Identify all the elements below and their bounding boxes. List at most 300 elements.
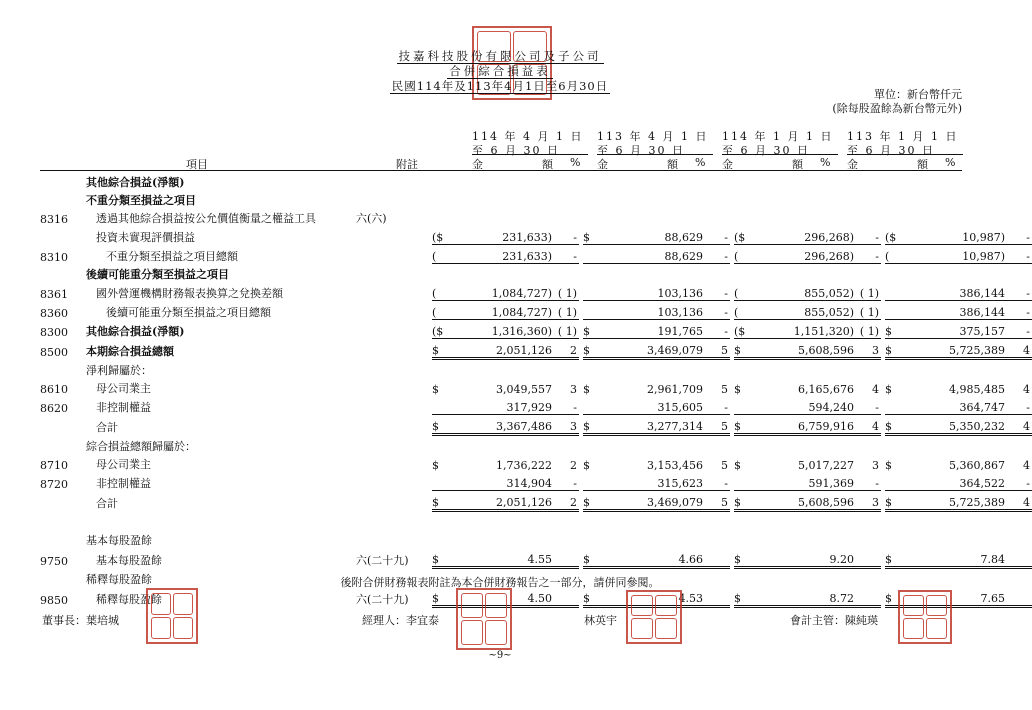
currency-mark: $ (583, 459, 590, 472)
currency-mark (583, 245, 603, 264)
account-code (40, 415, 76, 435)
currency-mark (432, 396, 452, 415)
account-note (356, 282, 432, 301)
account-item: 母公司業主 (96, 458, 151, 471)
amount-cell: 4.66 (603, 548, 706, 568)
amount-cell (905, 172, 1008, 190)
currency-mark: ( (432, 301, 452, 320)
percent-cell (706, 511, 730, 531)
amount-subheader2: 額 (667, 158, 678, 171)
percent-cell (555, 264, 579, 283)
percent-cell: - (1008, 320, 1032, 339)
currency-mark (432, 172, 452, 190)
table-row (40, 339, 1032, 359)
amount-cell: 9.20 (754, 548, 857, 568)
account-code: 8316 (40, 213, 68, 226)
currency-mark (432, 208, 452, 226)
amount-cell: 4.55 (452, 548, 555, 568)
amount-cell: 594,240 (754, 396, 857, 415)
amount-cell: 3,469,079 (603, 491, 706, 511)
account-note (356, 378, 432, 396)
currency-mark: $ (432, 415, 452, 435)
account-code (40, 511, 76, 531)
manager2-signature: 林英宇 (584, 614, 617, 627)
account-code: 9850 (40, 593, 68, 607)
currency-mark (583, 530, 603, 548)
amount-cell (754, 264, 857, 283)
account-code (40, 264, 76, 283)
amount-cell (452, 435, 555, 455)
account-item: 投資未實現評價損益 (96, 230, 195, 244)
currency-mark (432, 190, 452, 208)
amount-cell (905, 511, 1008, 531)
account-note (356, 511, 432, 531)
percent-cell (555, 530, 579, 548)
percent-cell (857, 208, 881, 226)
amount-cell: 296,268) (754, 245, 857, 264)
col3-header-line2: 至 6 月 30 日 (722, 144, 810, 157)
account-item: 基本每股盈餘 (96, 553, 162, 567)
amount-subheader2: 額 (542, 158, 553, 171)
account-code (40, 435, 76, 455)
amount-cell (905, 190, 1008, 208)
currency-mark: $ (734, 548, 754, 568)
currency-mark (583, 511, 603, 531)
currency-mark: ( (885, 245, 905, 264)
amount-cell (603, 511, 706, 531)
percent-cell (555, 190, 579, 208)
currency-mark (885, 190, 905, 208)
account-item: 後續可能重分類至損益之項目總額 (106, 305, 271, 319)
percent-cell (1008, 172, 1032, 190)
col2-header-line2: 至 6 月 30 日 (597, 144, 685, 157)
percent-cell: - (857, 245, 881, 264)
percent-cell (1008, 435, 1032, 455)
account-note (356, 339, 432, 359)
col2-header-line1: 113 年 4 月 1 日 (597, 130, 709, 143)
account-code (40, 226, 76, 245)
amount-cell: 103,136 (603, 282, 706, 301)
percent-cell: - (706, 282, 730, 301)
currency-mark: $ (885, 415, 905, 435)
account-item: 淨利歸屬於： (86, 364, 152, 377)
account-note (356, 245, 432, 264)
amount-cell: 5,017,227 (798, 459, 854, 472)
account-note (356, 226, 432, 245)
company-name: 技嘉科技股份有限公司及子公司 (398, 49, 602, 63)
account-item: 非控制權益 (96, 476, 151, 490)
amount-cell: 3,367,486 (452, 415, 555, 435)
currency-mark (885, 472, 905, 491)
account-note (356, 359, 432, 379)
percent-cell (1008, 548, 1032, 568)
amount-subheader: 金 (472, 158, 483, 171)
percent-cell: 4 (1008, 491, 1032, 511)
currency-mark: $ (734, 491, 754, 511)
amount-cell: 855,052) (754, 282, 857, 301)
percent-cell: - (857, 396, 881, 415)
account-item: 本期綜合損益總額 (86, 344, 174, 358)
accountant-seal (898, 590, 952, 644)
percent-cell: - (1008, 282, 1032, 301)
amount-cell: 5,725,389 (905, 491, 1008, 511)
percent-cell: 2 (570, 459, 577, 472)
currency-mark (432, 359, 452, 379)
currency-mark: $ (583, 339, 603, 359)
amount-cell: 364,522 (905, 472, 1008, 491)
currency-mark (885, 511, 905, 531)
currency-mark (432, 264, 452, 283)
amount-cell: 5,608,596 (754, 491, 857, 511)
account-item: 綜合損益總額歸屬於： (86, 440, 196, 453)
percent-cell: 3 (857, 491, 881, 511)
amount-cell: 315,623 (603, 472, 706, 491)
currency-mark: ($ (432, 320, 452, 339)
account-code (40, 530, 76, 548)
percent-cell (555, 548, 579, 568)
percent-cell (555, 435, 579, 455)
currency-mark: $ (432, 339, 452, 359)
amount-cell: 296,268) (754, 226, 857, 245)
amount-cell: 1,151,320) (754, 320, 857, 339)
table-row (40, 190, 1032, 208)
currency-mark: $ (885, 459, 892, 472)
statement-period: 民國114年及113年4月1日至6月30日 (391, 79, 609, 93)
amount-cell: 191,765 (603, 320, 706, 339)
account-note (356, 472, 432, 491)
amount-cell (603, 208, 706, 226)
percent-cell (1008, 359, 1032, 379)
percent-cell: 4 (1008, 339, 1032, 359)
currency-mark (734, 435, 754, 455)
currency-mark: $ (432, 548, 452, 568)
account-note (356, 190, 432, 208)
currency-mark: $ (885, 320, 905, 339)
table-row (40, 396, 1032, 415)
percent-cell (857, 264, 881, 283)
account-note (356, 396, 432, 415)
table-row (40, 172, 1032, 190)
percent-cell: 4 (872, 383, 879, 396)
currency-mark: $ (885, 383, 892, 396)
account-code: 9750 (40, 554, 68, 568)
amount-cell (452, 264, 555, 283)
currency-mark: $ (734, 339, 754, 359)
amount-cell: 8.72 (754, 587, 857, 607)
percent-cell: 5 (721, 383, 728, 396)
percent-cell (555, 511, 579, 531)
amount-cell: 88,629 (603, 226, 706, 245)
percent-cell: - (706, 226, 730, 245)
amount-cell: 386,144 (905, 301, 1008, 320)
percent-cell (706, 359, 730, 379)
currency-mark: $ (583, 587, 603, 607)
amount-cell (754, 172, 857, 190)
amount-cell: 6,165,676 (798, 383, 854, 396)
currency-mark (583, 264, 603, 283)
table-row (40, 454, 1032, 472)
account-code (40, 172, 76, 190)
account-note (356, 435, 432, 455)
amount-cell (452, 530, 555, 548)
currency-mark: $ (583, 383, 590, 396)
unit-line2: (除每股盈餘為新台幣元外) (832, 102, 962, 115)
currency-mark: $ (583, 226, 603, 245)
amount-cell (754, 359, 857, 379)
amount-cell: 3,049,557 (496, 383, 552, 396)
amount-cell: 231,633) (452, 226, 555, 245)
account-item (76, 511, 356, 531)
amount-cell (603, 190, 706, 208)
account-code (40, 491, 76, 511)
account-note (356, 301, 432, 320)
account-note (356, 172, 432, 190)
currency-mark (583, 472, 603, 491)
pct-subheader: % (820, 156, 831, 169)
amount-cell: 3,277,314 (603, 415, 706, 435)
account-code: 8710 (40, 459, 68, 472)
amount-cell (754, 190, 857, 208)
amount-cell (452, 172, 555, 190)
currency-mark: ($ (885, 226, 905, 245)
account-item: 非控制權益 (96, 400, 151, 414)
account-item: 母公司業主 (96, 382, 151, 395)
currency-mark (734, 190, 754, 208)
percent-cell: - (1008, 226, 1032, 245)
table-row (40, 301, 1032, 320)
percent-cell: 5 (706, 415, 730, 435)
percent-cell: - (857, 226, 881, 245)
percent-cell (1008, 264, 1032, 283)
currency-mark (432, 530, 452, 548)
percent-cell: 3 (570, 383, 577, 396)
amount-cell: 5,360,867 (949, 459, 1005, 472)
account-code (40, 359, 76, 379)
percent-cell: - (857, 472, 881, 491)
currency-mark (734, 396, 754, 415)
percent-cell: 3 (872, 459, 879, 472)
percent-cell: 5 (706, 491, 730, 511)
amount-subheader: 金 (722, 158, 733, 171)
currency-mark: $ (432, 491, 452, 511)
note-header: 附註 (396, 158, 418, 171)
currency-mark: $ (432, 587, 452, 607)
amount-cell: 231,633) (452, 245, 555, 264)
account-code: 8500 (40, 345, 68, 359)
amount-cell (754, 435, 857, 455)
amount-cell: 314,904 (452, 472, 555, 491)
table-row (40, 415, 1032, 435)
percent-cell (555, 172, 579, 190)
account-code: 8361 (40, 287, 68, 301)
account-note (356, 491, 432, 511)
col4-header-line2: 至 6 月 30 日 (847, 144, 935, 157)
currency-mark (583, 359, 603, 379)
percent-cell: - (555, 226, 579, 245)
currency-mark: $ (734, 587, 754, 607)
percent-cell (706, 530, 730, 548)
page-number: ~9~ (488, 650, 512, 661)
percent-cell: - (1008, 472, 1032, 491)
amount-cell: 103,136 (603, 301, 706, 320)
header-rule (40, 170, 962, 171)
manager2-seal (626, 590, 682, 644)
table-row (40, 320, 1032, 339)
amount-cell: 2,051,126 (452, 491, 555, 511)
percent-cell: 5 (706, 339, 730, 359)
currency-mark (885, 282, 905, 301)
currency-mark (734, 359, 754, 379)
account-item: 國外營運機構財務報表換算之兌換差額 (96, 286, 283, 300)
percent-cell: - (555, 472, 579, 491)
amount-subheader: 金 (597, 158, 608, 171)
period-header-rule (847, 154, 963, 155)
currency-mark (885, 301, 905, 320)
account-code: 8300 (40, 325, 68, 339)
account-note: 六(六) (356, 212, 387, 225)
table-row (40, 530, 1032, 548)
percent-cell: - (706, 472, 730, 491)
percent-cell: ( 1) (555, 320, 579, 339)
pct-subheader: % (695, 156, 706, 169)
currency-mark: $ (885, 548, 905, 568)
manager-signature: 經理人：李宜泰 (362, 614, 439, 627)
percent-cell (857, 530, 881, 548)
currency-mark: $ (885, 339, 905, 359)
currency-mark: ( (734, 282, 754, 301)
currency-mark (734, 530, 754, 548)
col3-header-line1: 114 年 1 月 1 日 (722, 130, 834, 143)
amount-subheader2: 額 (917, 158, 928, 171)
percent-cell (857, 511, 881, 531)
percent-cell: 4 (857, 415, 881, 435)
amount-cell: 315,605 (603, 396, 706, 415)
account-code: 8720 (40, 477, 68, 491)
table-row (40, 264, 1032, 283)
percent-cell: 4 (1023, 383, 1030, 396)
pct-subheader: % (570, 156, 581, 169)
currency-mark: $ (734, 415, 754, 435)
currency-mark: $ (432, 459, 439, 472)
currency-mark (432, 435, 452, 455)
account-item: 合計 (96, 420, 118, 434)
account-note (356, 415, 432, 435)
account-item: 不重分類至損益之項目總額 (106, 249, 238, 263)
amount-cell (452, 190, 555, 208)
percent-cell (1008, 190, 1032, 208)
table-row (40, 359, 1032, 379)
chairman-signature: 董事長：葉培城 (42, 614, 119, 627)
amount-cell: 4.50 (452, 587, 555, 607)
currency-mark: $ (583, 320, 603, 339)
currency-mark (432, 472, 452, 491)
percent-cell (857, 435, 881, 455)
amount-cell (603, 172, 706, 190)
amount-cell: 10,987) (905, 245, 1008, 264)
percent-cell (555, 208, 579, 226)
currency-mark (885, 396, 905, 415)
account-item: 合計 (96, 496, 118, 510)
currency-mark (583, 396, 603, 415)
account-code: 8310 (40, 250, 68, 264)
percent-cell (706, 208, 730, 226)
col1-header-line2: 至 6 月 30 日 (472, 144, 560, 157)
col4-header-line1: 113 年 1 月 1 日 (847, 130, 959, 143)
account-code: 8620 (40, 401, 68, 415)
percent-cell (706, 172, 730, 190)
amount-cell (452, 511, 555, 531)
amount-cell: 6,759,916 (754, 415, 857, 435)
currency-mark (583, 208, 603, 226)
account-note: 六(二十九) (356, 592, 409, 606)
account-note (356, 454, 432, 472)
currency-mark: ($ (734, 226, 754, 245)
account-item: 基本每股盈餘 (86, 534, 152, 547)
currency-mark (885, 435, 905, 455)
percent-cell (857, 190, 881, 208)
amount-cell: 4.53 (603, 587, 706, 607)
amount-cell (754, 208, 857, 226)
percent-cell (706, 548, 730, 568)
table-row (40, 435, 1032, 455)
table-row (40, 472, 1032, 491)
period-header-rule (597, 154, 713, 155)
table-row (40, 226, 1032, 245)
table-row (40, 245, 1032, 264)
amount-cell: 4,985,485 (949, 383, 1005, 396)
currency-mark (734, 511, 754, 531)
percent-cell: - (706, 301, 730, 320)
currency-mark: $ (432, 383, 439, 396)
currency-mark (432, 511, 452, 531)
amount-cell: 317,929 (452, 396, 555, 415)
currency-mark: $ (583, 548, 603, 568)
percent-cell: ( 1) (555, 301, 579, 320)
currency-mark (885, 359, 905, 379)
amount-cell (603, 435, 706, 455)
currency-mark (583, 435, 603, 455)
percent-cell: - (1008, 396, 1032, 415)
amount-cell (905, 208, 1008, 226)
currency-mark: $ (885, 587, 905, 607)
amount-cell (603, 359, 706, 379)
percent-cell: 5 (721, 459, 728, 472)
percent-cell: 2 (555, 339, 579, 359)
currency-mark (734, 264, 754, 283)
percent-cell: 2 (555, 491, 579, 511)
amount-cell: 1,084,727) (452, 301, 555, 320)
percent-cell (1008, 511, 1032, 531)
percent-cell (1008, 587, 1032, 607)
amount-cell: 1,316,360) (452, 320, 555, 339)
account-code: 8610 (40, 383, 68, 396)
amount-cell (754, 511, 857, 531)
amount-cell (603, 264, 706, 283)
currency-mark (583, 172, 603, 190)
account-item: 稀釋每股盈餘 (86, 573, 152, 586)
account-note: 六(二十九) (356, 553, 409, 567)
statement-title: 合併綜合損益表 (449, 64, 551, 78)
currency-mark: $ (734, 383, 741, 396)
amount-cell (905, 264, 1008, 283)
currency-mark: $ (583, 491, 603, 511)
account-item: 透過其他綜合損益按公允價值衡量之權益工具 (96, 212, 316, 225)
percent-cell: - (1008, 245, 1032, 264)
currency-mark (885, 264, 905, 283)
currency-mark: ($ (432, 226, 452, 245)
table-row (40, 378, 1032, 396)
amount-cell: 5,608,596 (754, 339, 857, 359)
